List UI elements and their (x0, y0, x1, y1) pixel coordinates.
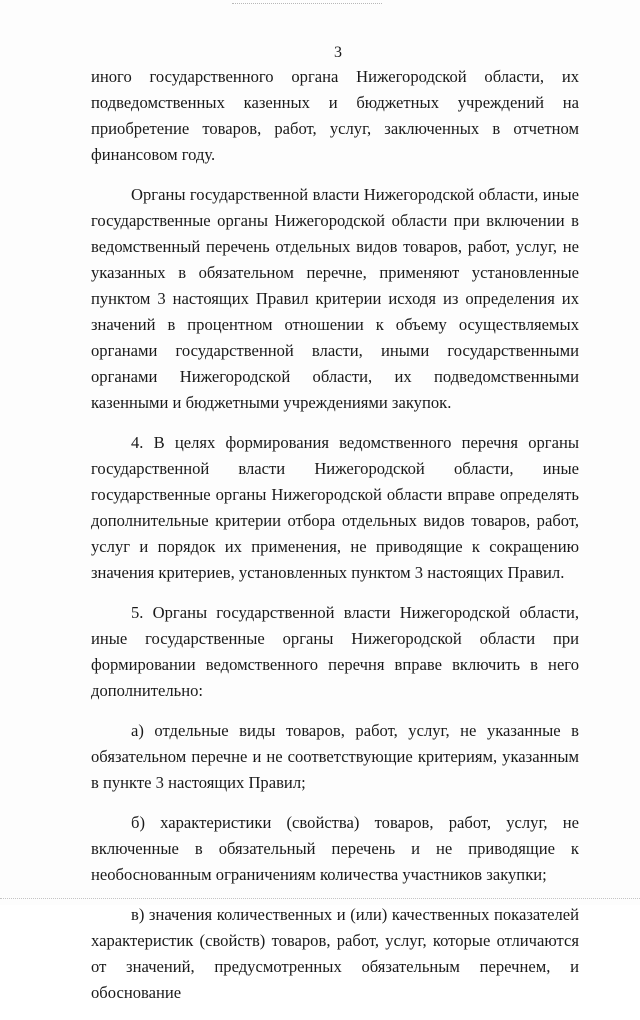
paragraph-clause-4: 4. В целях формирования ведомственного перечня органы государственной власти Нижегородской области, иные государственные органы Нижегородской области вправе определять дополнительные критерии отбора отдельных видов товаров, работ, услуг и порядок их применения, не приводящие к сокращению значения критериев, установленных пунктом 3 настоящих Правил. (91, 433, 579, 582)
paragraph-subitem-b: б) характеристики (свойства) товаров, работ, услуг, не включенные в обязательный перечень и не приводящие к необоснованным ограничениям количества участников закупки; (91, 813, 579, 884)
scan-edge-bottom (0, 898, 640, 900)
scan-edge-top (232, 3, 382, 5)
paragraph-subitem-a: а) отдельные виды товаров, работ, услуг, не указанные в обязательном перечне и не соответствующие критериям, указанным в пункте 3 настоящих Правил; (91, 721, 579, 792)
paragraph-continuation: иного государственного органа Нижегородской области, их подведомственных казенных и бюджетных учреждений на приобретение товаров, работ, услуг, заключенных в отчетном финансовом году. (91, 67, 579, 164)
paragraph-clause-5: 5. Органы государственной власти Нижегородской области, иные государственные органы Нижегородской области при формировании ведомственного перечня вправе включить в него дополнительно: (91, 603, 579, 700)
paragraph-subitem-v: в) значения количественных и (или) качественных показателей характеристик (свойств) товаров, работ, услуг, которые отличаются от значений, предусмотренных обязательным перечнем, и обоснование (91, 905, 579, 1002)
paragraph: Органы государственной власти Нижегородской области, иные государственные органы Нижегородской области при включении в ведомственный перечень отдельных видов товаров, работ, услуг, не указанных в обязательном перечне, применяют установленные пунктом 3 настоящих Правил критерии исходя из определения их значений в процентном отношении к объему осуществляемых органами государственной власти, иными государственными органами Нижегородской области, их подведомственными казенными и бюджетными учреждениями закупок. (91, 185, 579, 412)
page-number: 3 (334, 44, 342, 61)
document-body (91, 64, 579, 1020)
